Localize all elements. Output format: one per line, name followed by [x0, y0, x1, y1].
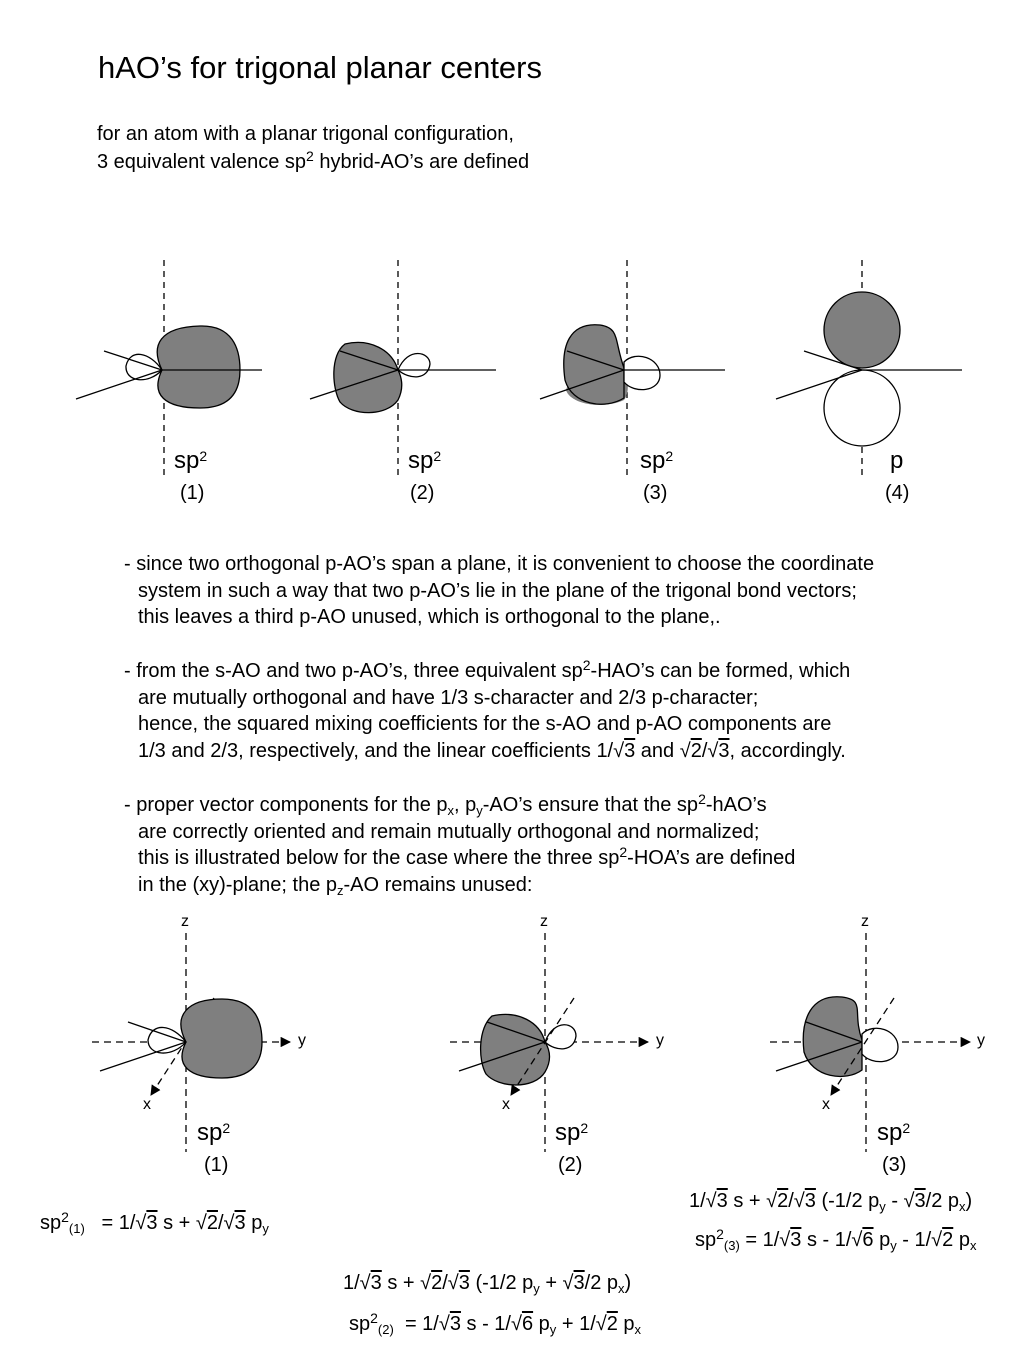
intro-line-2: 3 equivalent valence $sp^2$ hybrid-AO’s are defined — [97, 148, 530, 173]
bottom-fig-1-orbital — [92, 933, 290, 1152]
equation-sp2-2-expansion: 1/√3 s + √2/√3 (-1/2 $p_y + √3/2$ $p_x$) — [343, 1272, 632, 1296]
fig1-z-axis-label: z — [181, 913, 189, 930]
bottom-fig-3-label: $sp^2$ — [877, 1119, 911, 1146]
top-fig-4-number: (4) — [885, 482, 910, 504]
page-title: hAO’s for trigonal planar centers — [98, 50, 542, 85]
fig3-y-axis-label: y — [977, 1032, 985, 1049]
bullet-3: - proper vector components for the $p_x$, $p_y-AO’s$ ensure that the $sp^2-hAO’s$ are correctly oriented and remain mutually orthogonal and normalized; this is illustrated below for the case where the three $sp^2-HOA’s$ are defined in the (xy)-plane; the $p_z-AO$ remains unused: — [124, 791, 796, 898]
fig1-y-axis-label: y — [298, 1032, 306, 1049]
fig3-x-axis-label: x — [822, 1096, 830, 1113]
fig3-z-axis-label: z — [861, 913, 869, 930]
bottom-fig-2-orbital — [450, 933, 648, 1152]
top-fig-3-label: $sp^2$ — [640, 447, 674, 474]
top-fig-2-number: (2) — [410, 482, 435, 504]
intro-line-1: for an atom with a planar trigonal configuration, — [97, 123, 514, 145]
top-fig-2-orbital — [310, 260, 496, 475]
fig2-x-axis-label: x — [502, 1096, 510, 1113]
fig1-x-axis-label: x — [143, 1096, 151, 1113]
top-fig-1-orbital — [76, 260, 262, 475]
top-fig-2-label: $sp^2$ — [408, 447, 442, 474]
equation-sp2-2: $sp^2_{(2)} = 1/√3$ s - 1/√6 $p_y + 1/√2$ $p_x$ — [349, 1310, 642, 1337]
bottom-fig-1-number: (1) — [204, 1154, 229, 1176]
bottom-fig-3-number: (3) — [882, 1154, 907, 1176]
fig2-z-axis-label: z — [540, 913, 548, 930]
equation-sp2-3: $sp^2_{(3)} = 1/√3$ s - 1/√6 $p_y - 1/√2$ $p_x$ — [695, 1226, 977, 1253]
bullet-1: - since two orthogonal p-AO’s span a plane, it is convenient to choose the coordinate system in such a way that two p-AO’s lie in the plane of the trigonal bond vectors; this leaves a third p-AO unused, which is orthogonal to the plane,. — [124, 553, 875, 628]
bottom-fig-1-label: $sp^2$ — [197, 1119, 231, 1146]
top-fig-1-label: $sp^2$ — [174, 447, 208, 474]
equation-sp2-3-expansion: 1/√3 s + √2/√3 (-1/2 $p_y - √3/2$ $p_x$) — [689, 1190, 973, 1214]
top-fig-3-orbital — [540, 260, 725, 475]
bullet-2: - from the s-AO and two p-AO’s, three equivalent $sp^2-HAO’s$ can be formed, which are mutually orthogonal and have 1/3 s-character and 2/3 p-character; hence, the squared mixing coefficients for the s-AO and p-AO components are 1/3 and 2/3, respectively, and the linear coefficients 1/√3 and √2/√3, accordingly. — [124, 657, 851, 762]
top-fig-4-orbital — [776, 260, 962, 475]
top-fig-3-number: (3) — [643, 482, 668, 504]
equation-sp2-1: $sp^2_{(1)}$ = 1/√3 s + √2/√3 $p_y$ — [40, 1209, 269, 1236]
bottom-fig-3-orbital — [770, 933, 970, 1152]
fig2-y-axis-label: y — [656, 1032, 664, 1049]
top-fig-4-label: p — [890, 447, 904, 474]
bottom-fig-2-number: (2) — [558, 1154, 583, 1176]
top-fig-1-number: (1) — [180, 482, 205, 504]
bottom-fig-2-label: $sp^2$ — [555, 1119, 589, 1146]
